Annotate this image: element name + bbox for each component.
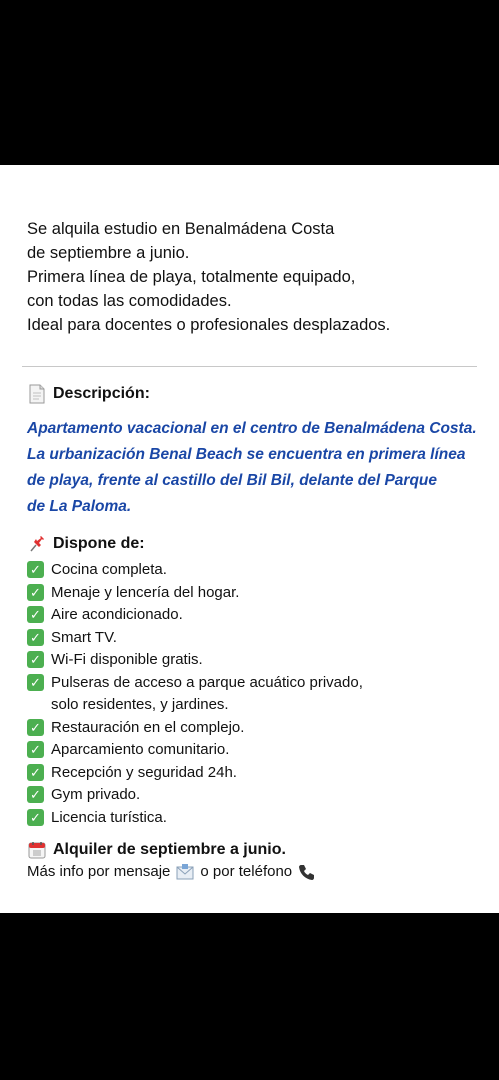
- list-item-label: [51, 672, 363, 717]
- divider: [22, 366, 477, 367]
- list-item: [27, 582, 477, 605]
- list-item-label: Menaje y lencería del hogar.: [51, 583, 240, 601]
- check-mark-icon: ✓: [27, 561, 44, 578]
- list-item-label: Aparcamiento comunitario.: [51, 741, 230, 758]
- list-item: [27, 739, 477, 762]
- list-item-line: Pulseras de acceso a parque acuático privado,: [51, 673, 363, 691]
- contact-prefix: Más info por mensaje: [27, 863, 171, 880]
- list-item-label: Wi-Fi disponible gratis.: [51, 651, 203, 668]
- description-line: de playa, frente al castillo del Bil Bil, delante del Parque: [27, 472, 438, 489]
- check-mark-icon: ✓: [27, 606, 44, 623]
- rental-heading: [27, 839, 477, 861]
- intro-text: [27, 217, 477, 337]
- check-mark-icon: ✓: [27, 809, 44, 826]
- list-item-label: Licencia turística.: [51, 808, 167, 826]
- list-item: [27, 672, 477, 717]
- list-item: [27, 627, 477, 650]
- list-item: [27, 717, 477, 740]
- list-item-line: solo residentes, y jardines.: [51, 696, 229, 713]
- intro-line: Ideal para docentes o profesionales desplazados.: [27, 316, 391, 334]
- list-item: [27, 807, 477, 830]
- check-mark-icon: ✓: [27, 764, 44, 781]
- list-item: [27, 649, 477, 672]
- features-heading: [27, 533, 477, 555]
- description-line: de La Paloma.: [27, 498, 132, 515]
- description-text: [27, 416, 477, 520]
- rental-heading-label: Alquiler de septiembre a junio.: [53, 841, 286, 858]
- page-icon: [27, 384, 47, 404]
- description-heading-label: Descripción:: [53, 385, 150, 402]
- check-mark-icon: ✓: [27, 674, 44, 691]
- intro-line: Se alquila estudio en Benalmádena Costa: [27, 220, 335, 238]
- list-item-label: Gym privado.: [51, 786, 141, 803]
- description-heading: [27, 383, 477, 405]
- intro-line: Primera línea de playa, totalmente equipado,: [27, 268, 356, 286]
- description-line: Apartamento vacacional en el centro de Benalmádena Costa.: [27, 420, 477, 437]
- intro-line: de septiembre a junio.: [27, 244, 190, 262]
- contact-middle: o por teléfono: [200, 863, 293, 880]
- intro-line: con todas las comodidades.: [27, 292, 232, 310]
- features-heading-label: Dispone de:: [53, 535, 145, 552]
- list-item-label: Recepción y seguridad 24h.: [51, 763, 237, 781]
- check-mark-icon: ✓: [27, 741, 44, 758]
- list-item-label: Smart TV.: [51, 628, 117, 646]
- check-mark-icon: ✓: [27, 629, 44, 646]
- list-item-label: Restauración en el complejo.: [51, 718, 245, 736]
- contact-line: [27, 861, 477, 883]
- list-item: [27, 762, 477, 785]
- list-item-label: Aire acondicionado.: [51, 606, 183, 623]
- check-mark-icon: ✓: [27, 584, 44, 601]
- post-card: [0, 165, 499, 913]
- envelope-icon: [175, 863, 195, 881]
- check-mark-icon: ✓: [27, 786, 44, 803]
- telephone-icon: [297, 863, 317, 881]
- description-line: La urbanización Benal Beach se encuentra en primera línea: [27, 446, 466, 463]
- calendar-icon: [27, 840, 47, 860]
- list-item: [27, 559, 477, 582]
- pushpin-icon: [27, 534, 47, 554]
- check-mark-icon: ✓: [27, 719, 44, 736]
- list-item: [27, 784, 477, 807]
- list-item: [27, 604, 477, 627]
- list-item-label: Cocina completa.: [51, 561, 167, 578]
- features-list: [27, 559, 477, 829]
- check-mark-icon: ✓: [27, 651, 44, 668]
